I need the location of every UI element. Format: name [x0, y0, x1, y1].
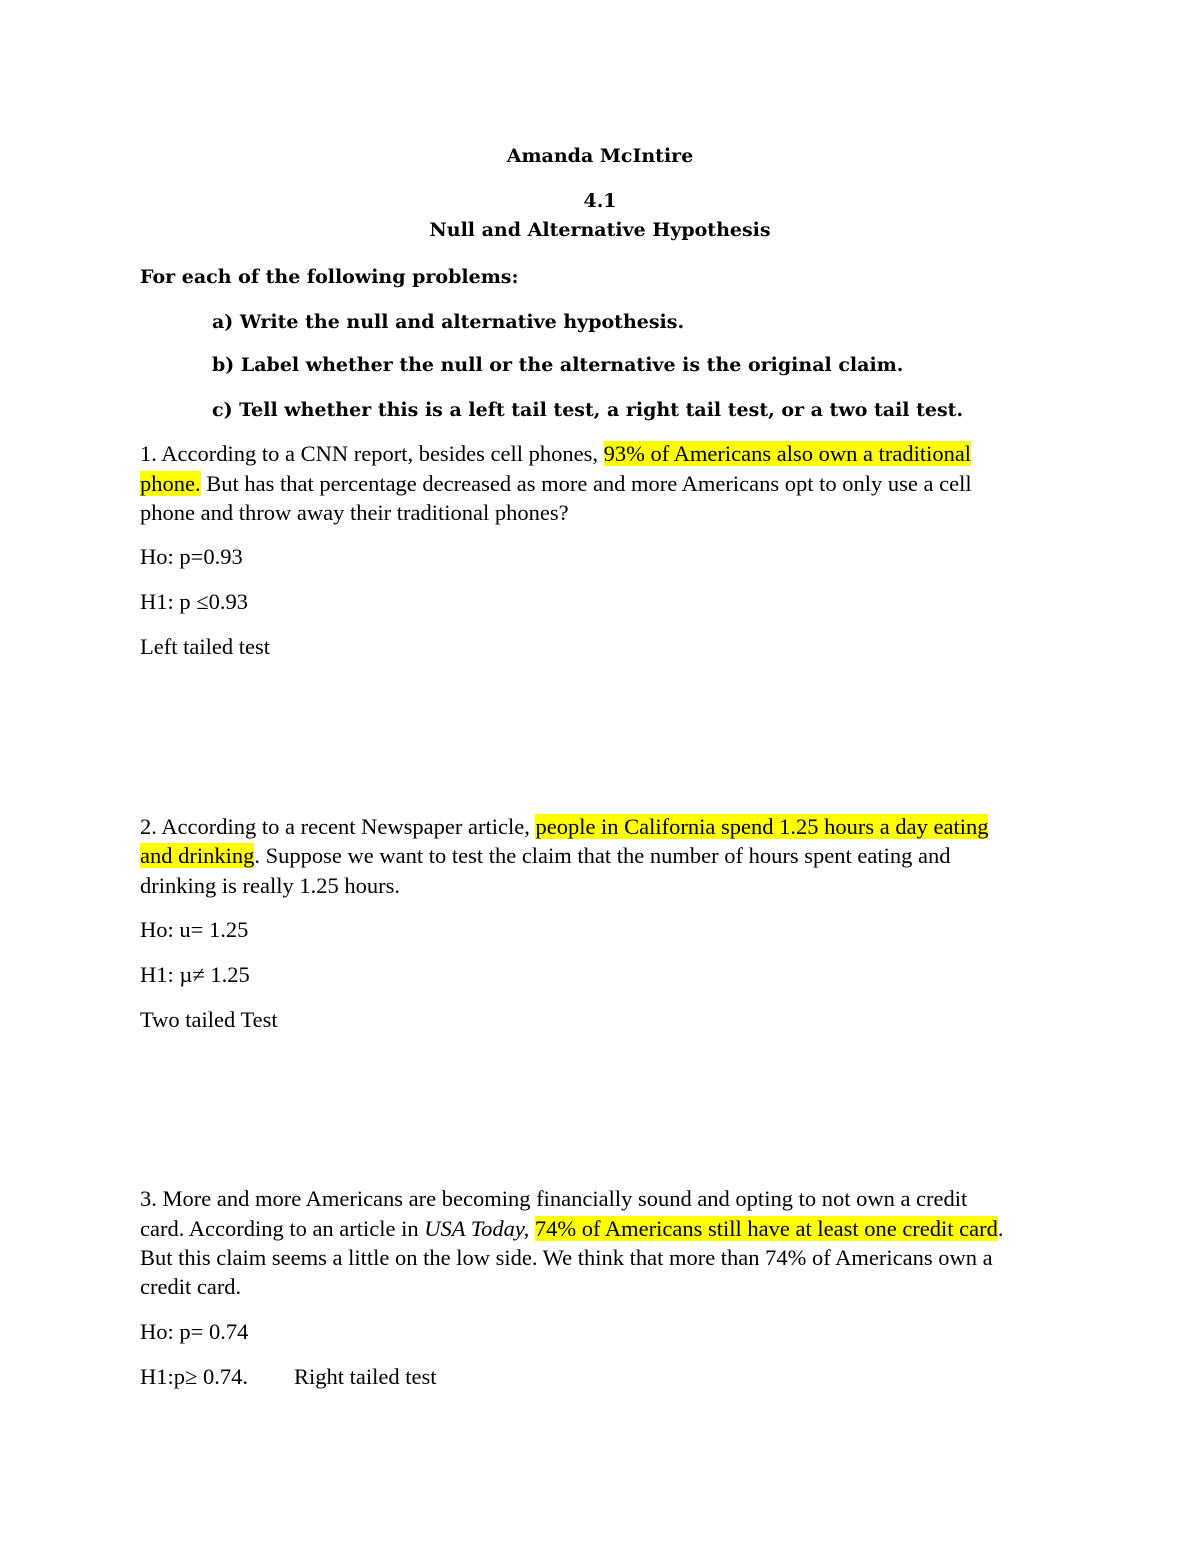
- problem-2-line-3: drinking is really 1.25 hours.: [140, 873, 400, 898]
- problem-3-line-4: credit card.: [140, 1274, 242, 1299]
- problem-1-text: 1. According to a CNN report, besides cell phones,: [140, 441, 604, 466]
- problem-3-text: card. According to an article in: [140, 1216, 425, 1241]
- problem-1-text: But has that percentage decreased as more and more Americans opt to only use a cell: [200, 471, 972, 496]
- problem-2-line-1: [140, 812, 988, 842]
- problem-3-line-3: But this claim seems a little on the low side. We think that more than 74% of Americans own a: [140, 1245, 993, 1270]
- author-name: Amanda McIntire: [506, 145, 694, 167]
- problem-2-highlight: and drinking: [140, 843, 255, 868]
- problem-2-alt-hypothesis: H1: µ≠ 1.25: [140, 962, 250, 987]
- problem-3-test-type: Right tailed test: [294, 1364, 437, 1389]
- document-title: Null and Alternative Hypothesis: [429, 219, 771, 241]
- problem-1-test-type: Left tailed test: [140, 634, 270, 659]
- problem-3-text: .: [997, 1216, 1004, 1241]
- problem-1-highlight: 93% of Americans also own a traditional: [603, 441, 972, 466]
- problem-1-null-hypothesis: Ho: p=0.93: [140, 544, 243, 569]
- problem-2-text: . Suppose we want to test the claim that the number of hours spent eating and: [254, 843, 951, 868]
- instruction-item-b: b) Label whether the null or the alternative is the original claim.: [212, 354, 904, 376]
- problem-3-null-hypothesis: Ho: p= 0.74: [140, 1319, 249, 1344]
- problem-3-line-1: 3. More and more Americans are becoming financially sound and opting to not own a credit: [140, 1186, 968, 1211]
- problem-2-test-type: Two tailed Test: [140, 1007, 278, 1032]
- problem-1-highlight: phone.: [140, 471, 201, 496]
- problem-2-null-hypothesis: Ho: u= 1.25: [140, 917, 249, 942]
- problem-1-line-2: [140, 469, 972, 499]
- problem-3-highlight: 74% of Americans still have at least one credit card: [534, 1216, 998, 1241]
- problem-2-text: 2. According to a recent Newspaper article,: [140, 814, 536, 839]
- problem-2-line-2: [140, 841, 950, 871]
- problem-1-line-3: phone and throw away their traditional phones?: [140, 500, 569, 525]
- instruction-item-a: a) Write the null and alternative hypothesis.: [212, 311, 685, 333]
- problem-1-alt-hypothesis: H1: p ≤0.93: [140, 589, 248, 614]
- section-number: 4.1: [583, 190, 617, 212]
- problem-1-line-1: [140, 439, 971, 469]
- instructions-intro: For each of the following problems:: [140, 266, 519, 288]
- instruction-item-c: c) Tell whether this is a left tail test, a right tail test, or a two tail test.: [212, 399, 964, 421]
- problem-3-alt-hypothesis: H1:p≥ 0.74.: [140, 1364, 248, 1389]
- problem-2-highlight: people in California spend 1.25 hours a day eating: [535, 814, 989, 839]
- problem-3-line-2: [140, 1214, 1004, 1244]
- publication-name: USA Today,: [424, 1216, 530, 1241]
